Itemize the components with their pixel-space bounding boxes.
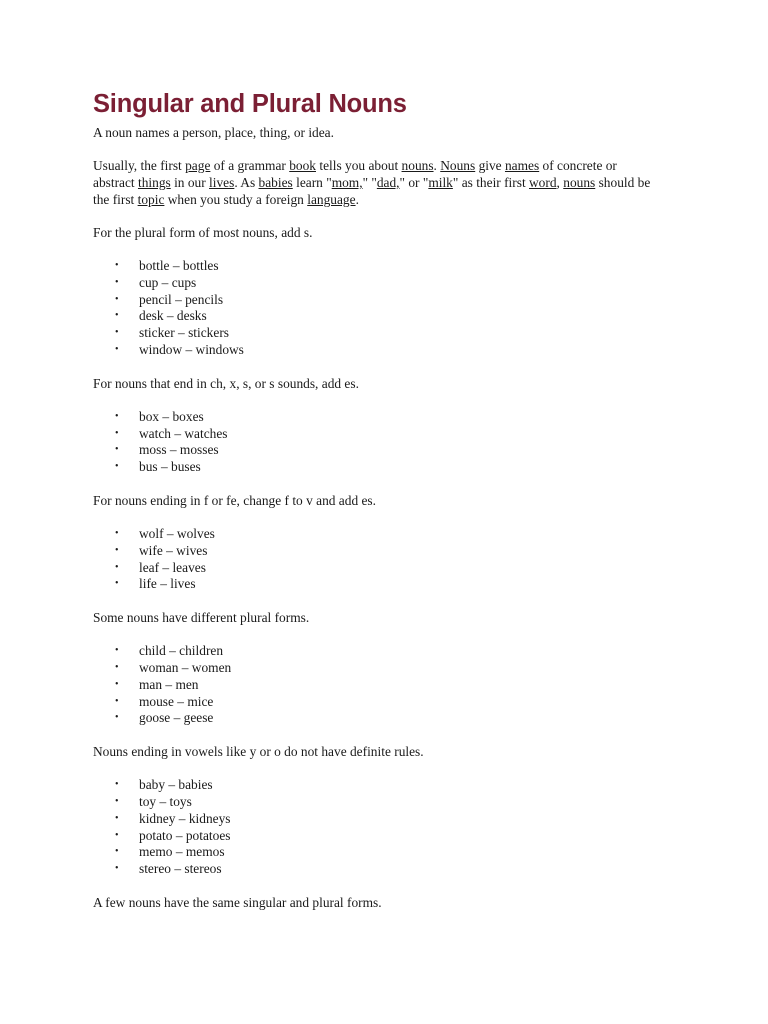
section-heading: For nouns ending in f or fe, change f to v and add es. bbox=[93, 492, 376, 508]
bullet-icon: • bbox=[115, 829, 119, 841]
bullet-icon: • bbox=[115, 795, 119, 807]
list-item-text: child – children bbox=[139, 643, 224, 659]
rules-sections bbox=[93, 224, 653, 911]
list-item bbox=[93, 258, 653, 275]
bullet-icon: • bbox=[115, 410, 119, 422]
bullet-icon: • bbox=[115, 276, 119, 288]
section-heading: Some nouns have different plural forms. bbox=[93, 610, 310, 626]
list-item-text: memo – memos bbox=[139, 844, 225, 860]
list-item-text: kidney – kidneys bbox=[139, 810, 231, 826]
paragraph-text: Usually, the first bbox=[93, 158, 186, 173]
underlined-link[interactable]: mom, bbox=[331, 175, 363, 190]
list-item bbox=[93, 560, 653, 577]
list-item bbox=[93, 660, 653, 677]
paragraph-text: . bbox=[355, 192, 359, 207]
spacer bbox=[93, 593, 653, 609]
bullet-icon: • bbox=[115, 461, 119, 473]
bullet-icon: • bbox=[115, 343, 119, 355]
list-item bbox=[93, 459, 653, 476]
list-item bbox=[93, 777, 653, 794]
list-item-text: watch – watches bbox=[139, 425, 228, 441]
list-item-text: wolf – wolves bbox=[139, 525, 215, 541]
list-item-text: mouse – mice bbox=[139, 693, 214, 709]
paragraph-text: . bbox=[433, 158, 441, 173]
intro-paragraph bbox=[93, 157, 653, 208]
list-item bbox=[93, 275, 653, 292]
page-title: Singular and Plural Nouns bbox=[93, 90, 407, 118]
list-item bbox=[93, 342, 653, 359]
underlined-link[interactable]: language bbox=[307, 192, 356, 207]
list-item-text: pencil – pencils bbox=[139, 291, 224, 307]
bullet-icon: • bbox=[115, 712, 119, 724]
bullet-icon: • bbox=[115, 578, 119, 590]
list-item-text: window – windows bbox=[139, 341, 244, 357]
list-item-text: goose – geese bbox=[139, 710, 214, 726]
underlined-link[interactable]: nouns bbox=[401, 158, 434, 173]
list-item bbox=[93, 292, 653, 309]
section-heading: A few nouns have the same singular and plural forms. bbox=[93, 894, 382, 910]
list-item bbox=[93, 710, 653, 727]
paragraph-text: should be the first bbox=[93, 175, 651, 207]
spacer bbox=[93, 760, 653, 777]
list-item-text: cup – cups bbox=[139, 274, 197, 290]
list-item bbox=[93, 794, 653, 811]
noun-list bbox=[93, 258, 653, 359]
paragraph-text: of a grammar bbox=[210, 158, 290, 173]
section-heading: Nouns ending in vowels like y or o do not have definite rules. bbox=[93, 744, 424, 760]
underlined-link[interactable]: babies bbox=[258, 175, 293, 190]
paragraph-text: . As bbox=[234, 175, 259, 190]
intro-text: A noun names a person, place, thing, or idea. bbox=[93, 125, 334, 140]
list-item bbox=[93, 677, 653, 694]
noun-list bbox=[93, 777, 653, 878]
spacer bbox=[93, 476, 653, 492]
paragraph-text: " " bbox=[362, 175, 377, 190]
list-item bbox=[93, 694, 653, 711]
spacer bbox=[93, 208, 653, 224]
noun-list bbox=[93, 526, 653, 593]
underlined-link[interactable]: Nouns bbox=[440, 158, 476, 173]
bullet-icon: • bbox=[115, 678, 119, 690]
spacer bbox=[93, 141, 653, 157]
underlined-link[interactable]: dad, bbox=[376, 175, 400, 190]
bullet-icon: • bbox=[115, 427, 119, 439]
bullet-icon: • bbox=[115, 527, 119, 539]
list-item bbox=[93, 828, 653, 845]
list-item bbox=[93, 811, 653, 828]
underlined-link[interactable]: topic bbox=[137, 192, 165, 207]
spacer bbox=[93, 626, 653, 643]
list-item-text: leaf – leaves bbox=[139, 559, 206, 575]
list-item bbox=[93, 643, 653, 660]
underlined-link[interactable]: names bbox=[504, 158, 540, 173]
spacer bbox=[93, 509, 653, 526]
underlined-link[interactable]: book bbox=[289, 158, 316, 173]
bullet-icon: • bbox=[115, 812, 119, 824]
paragraph-text: of concrete or abstract bbox=[93, 158, 617, 190]
list-item-text: moss – mosses bbox=[139, 442, 219, 458]
underlined-link[interactable]: page bbox=[185, 158, 211, 173]
section-heading: For nouns that end in ch, x, s, or s sounds, add es. bbox=[93, 375, 359, 391]
underlined-link[interactable]: milk bbox=[428, 175, 453, 190]
bullet-icon: • bbox=[115, 846, 119, 858]
bullet-icon: • bbox=[115, 310, 119, 322]
bullet-icon: • bbox=[115, 544, 119, 556]
bullet-icon: • bbox=[115, 260, 119, 271]
underlined-link[interactable]: word bbox=[529, 175, 557, 190]
underlined-link[interactable]: lives bbox=[209, 175, 235, 190]
paragraph-text: in our bbox=[170, 175, 210, 190]
list-item-text: life – lives bbox=[139, 576, 196, 592]
paragraph-text: tells you about bbox=[316, 158, 402, 173]
bullet-icon: • bbox=[115, 293, 119, 305]
list-item bbox=[93, 426, 653, 443]
bullet-icon: • bbox=[115, 863, 119, 875]
spacer bbox=[93, 359, 653, 375]
spacer bbox=[93, 392, 653, 409]
noun-list bbox=[93, 643, 653, 727]
bullet-icon: • bbox=[115, 695, 119, 707]
paragraph-text: " as their first bbox=[452, 175, 530, 190]
bullet-icon: • bbox=[115, 779, 119, 791]
list-item bbox=[93, 526, 653, 543]
bullet-icon: • bbox=[115, 645, 119, 657]
list-item bbox=[93, 308, 653, 325]
list-item bbox=[93, 861, 653, 878]
paragraph-text: when you study a foreign bbox=[164, 192, 308, 207]
list-item-text: baby – babies bbox=[139, 777, 213, 793]
spacer bbox=[93, 878, 653, 894]
list-item bbox=[93, 844, 653, 861]
list-item-text: box – boxes bbox=[139, 408, 204, 424]
list-item-text: woman – women bbox=[139, 659, 232, 675]
list-item-text: bus – buses bbox=[139, 459, 201, 475]
list-item bbox=[93, 576, 653, 593]
list-item-text: stereo – stereos bbox=[139, 861, 222, 877]
list-item bbox=[93, 442, 653, 459]
list-item-text: wife – wives bbox=[139, 542, 208, 558]
paragraph-text: " or " bbox=[399, 175, 429, 190]
list-item-text: toy – toys bbox=[139, 793, 192, 809]
document-page bbox=[93, 86, 653, 911]
section-heading: For the plural form of most nouns, add s. bbox=[93, 225, 313, 240]
spacer bbox=[93, 241, 653, 258]
list-item bbox=[93, 325, 653, 342]
list-item-text: potato – potatoes bbox=[139, 827, 231, 843]
list-item-text: sticker – stickers bbox=[139, 325, 229, 341]
bullet-icon: • bbox=[115, 661, 119, 673]
underlined-link[interactable]: things bbox=[137, 175, 171, 190]
bullet-icon: • bbox=[115, 561, 119, 573]
noun-list bbox=[93, 409, 653, 476]
paragraph-text: give bbox=[475, 158, 505, 173]
underlined-link[interactable]: nouns bbox=[563, 175, 596, 190]
list-item-text: bottle – bottles bbox=[139, 258, 219, 273]
bullet-icon: • bbox=[115, 327, 119, 339]
list-item bbox=[93, 409, 653, 426]
list-item-text: man – men bbox=[139, 676, 199, 692]
list-item-text: desk – desks bbox=[139, 308, 207, 324]
paragraph-text: learn " bbox=[292, 175, 332, 190]
bullet-icon: • bbox=[115, 444, 119, 456]
spacer bbox=[93, 727, 653, 743]
paragraph-text: , bbox=[556, 175, 564, 190]
list-item bbox=[93, 543, 653, 560]
